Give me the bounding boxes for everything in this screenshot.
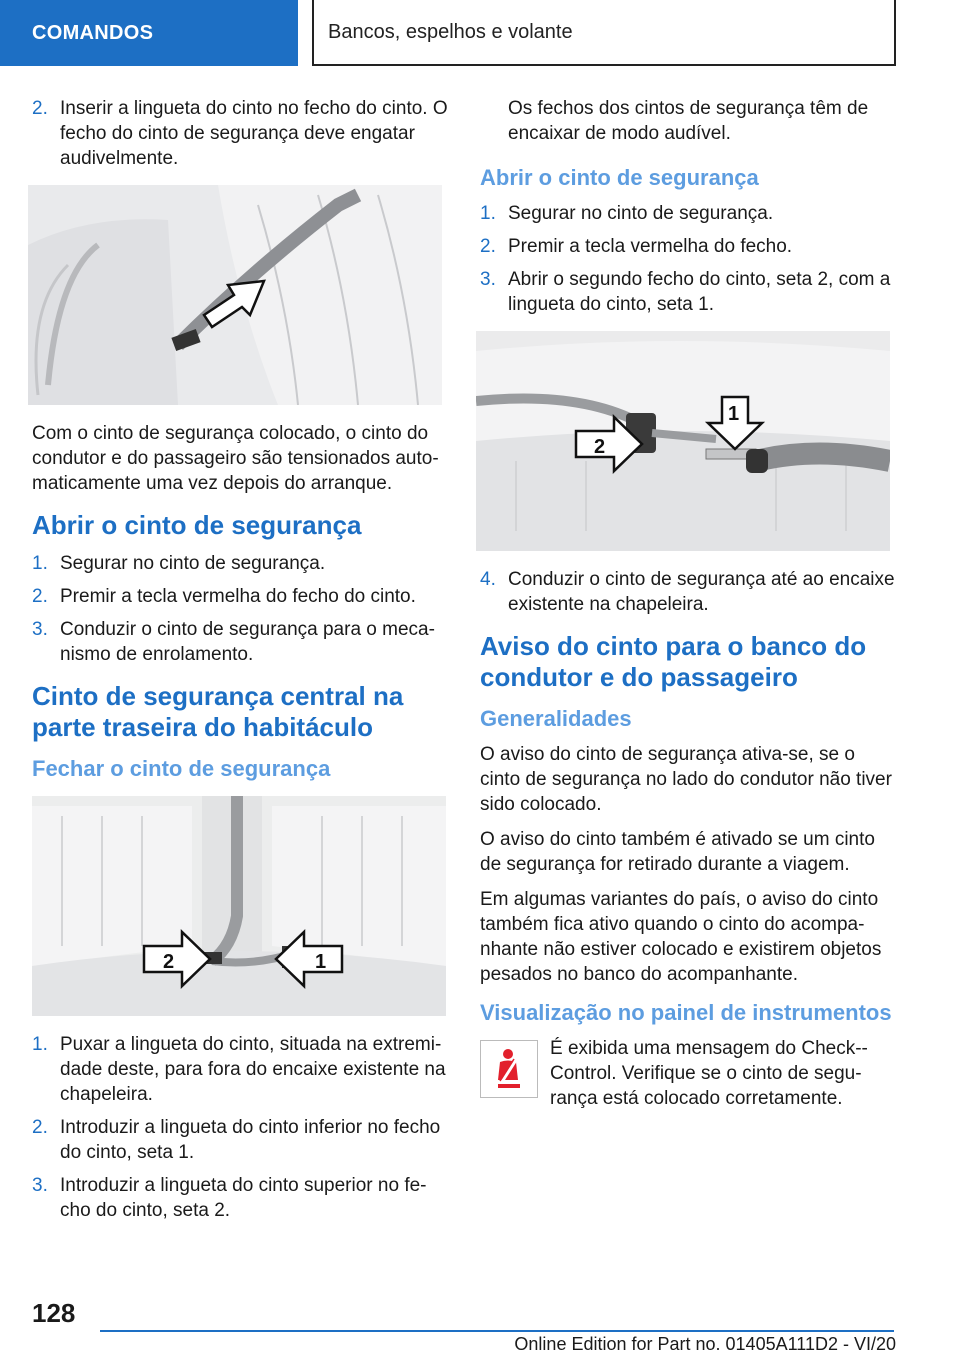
paragraph: O aviso do cinto também é ativado se um cinto de segurança for retirado durante a viagem.	[480, 829, 875, 875]
list-item: 4. Conduzir o cinto de segurança até ao encaixe existente na chapeleira.	[480, 569, 895, 615]
list-item: 1. Segurar no cinto de segurança.	[32, 553, 326, 574]
subheading-open-belt: Abrir o cinto de segurança	[480, 165, 759, 190]
arrow-label-2: 2	[163, 951, 175, 973]
list-item: 2. Inserir a lingueta do cinto no fecho do cinto. O fecho do cinto de segurança deve engatar audivelmente.	[32, 98, 448, 169]
arrow-label-1: 1	[728, 403, 740, 425]
subheading-general: Generalidades	[480, 706, 632, 731]
heading-belt-warning: Aviso do cinto para o banco do condutor e do passageiro	[480, 631, 867, 692]
list-item: 1. Segurar no cinto de segurança.	[480, 203, 774, 224]
right-column	[480, 96, 896, 1121]
warning-message-text: É exibida uma mensagem do Check-‐Control. Verifique se o cinto de segu‐rança está colocado corretamente.	[550, 1038, 868, 1109]
rear-seat-illustration	[32, 796, 446, 1016]
arrow-label-2: 2	[594, 436, 606, 458]
left-column	[32, 96, 452, 1231]
paragraph: Em algumas variantes do país, o aviso do cinto também fica ativo quando o cinto do acompa‐nhante não estiver colocado e existirem objetos pesados no banco do acompanhante.	[480, 889, 882, 985]
figure-rear-center-belt	[32, 796, 446, 1016]
paragraph: O aviso do cinto de segurança ativa-se, se o cinto de segurança no lado do condutor não tiver sido colocado.	[480, 744, 892, 815]
seatbelt-warning-icon	[480, 1040, 538, 1098]
subheading-close-belt: Fechar o cinto de segurança	[32, 756, 331, 781]
paragraph: Os fechos dos cintos de segurança têm de encaixar de modo audível.	[508, 98, 869, 144]
chapter-title: Bancos, espelhos e volante	[312, 0, 896, 66]
section-tab: COMANDOS	[0, 0, 298, 66]
list-item: 2. Introduzir a lingueta do cinto inferior no fecho do cinto, seta 1.	[32, 1117, 441, 1163]
list-item: 3. Conduzir o cinto de segurança para o meca‐nismo de enrolamento.	[32, 619, 435, 665]
subheading-display: Visualização no painel de instrumentos	[480, 1000, 892, 1025]
heading-open-belt: Abrir o cinto de segurança	[32, 510, 362, 540]
warning-message-row	[480, 1036, 896, 1121]
front-seat-illustration	[28, 185, 442, 405]
arrow-label-1: 1	[315, 951, 327, 973]
heading-central-belt: Cinto de segurança central na parte traseira do habitáculo	[32, 681, 404, 742]
footer-edition: Online Edition for Part no. 01405A111D2 - VI/20	[514, 1334, 896, 1354]
list-item: 3. Abrir o segundo fecho do cinto, seta 2, com a lingueta do cinto, seta 1.	[480, 269, 891, 315]
footer-divider	[100, 1330, 894, 1332]
figure-front-seat-belt	[28, 185, 442, 405]
paragraph: Com o cinto de segurança colocado, o cinto do condutor e do passageiro são tensionados auto‐maticamente uma vez depois do arranque.	[32, 423, 439, 494]
list-item: 2. Premir a tecla vermelha do fecho do cinto.	[32, 586, 416, 607]
list-item: 3. Introduzir a lingueta do cinto superior no fe‐cho do cinto, seta 2.	[32, 1175, 427, 1221]
list-item: 1. Puxar a lingueta do cinto, situada na extremi‐dade deste, para fora do encaixe existente na chapeleira.	[32, 1034, 446, 1105]
page-number: 128	[32, 1298, 76, 1328]
figure-rear-buckle	[476, 331, 890, 551]
rear-buckle-illustration	[476, 331, 890, 551]
list-item: 2. Premir a tecla vermelha do fecho.	[480, 236, 793, 257]
